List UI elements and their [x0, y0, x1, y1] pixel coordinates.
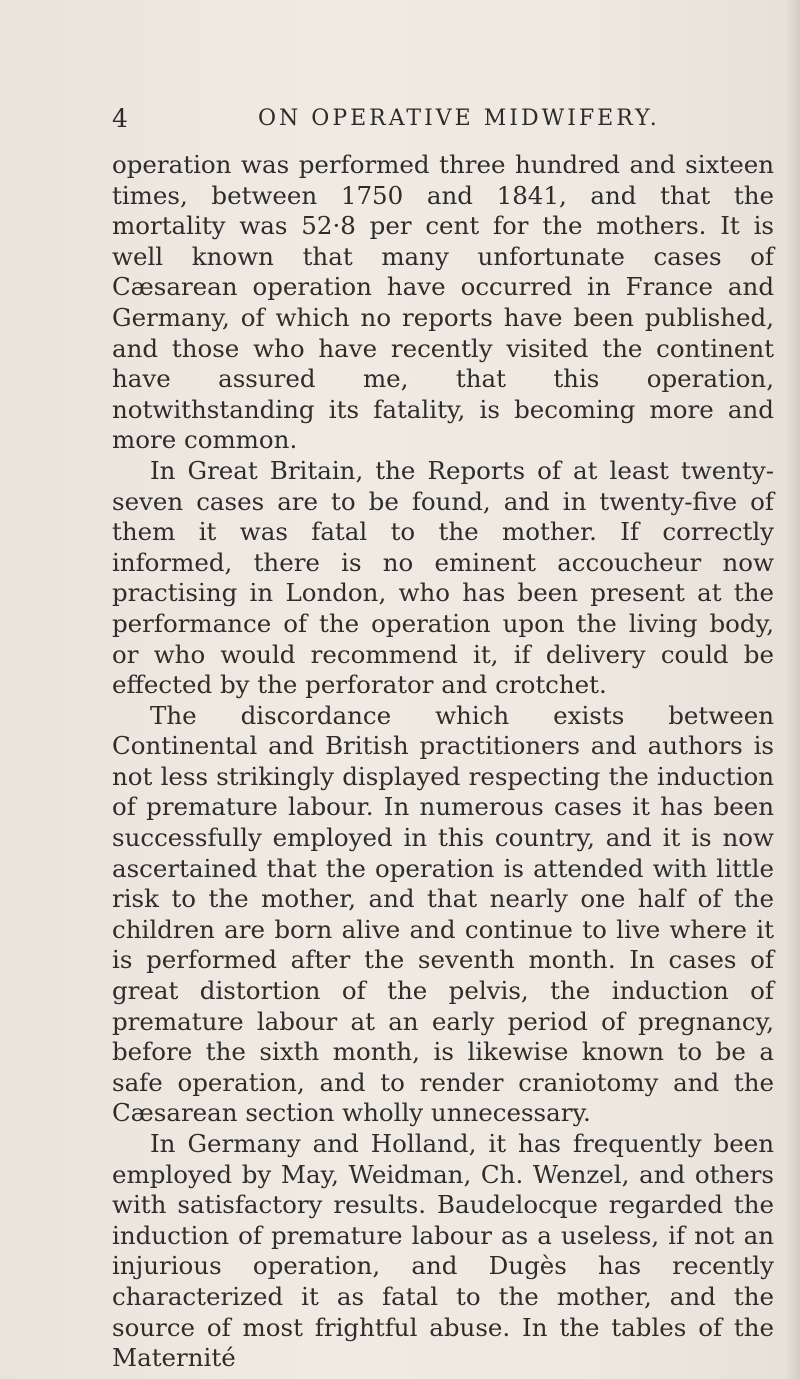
page-number: 4 — [112, 104, 128, 133]
running-title: ON OPERATIVE MIDWIFERY. — [258, 106, 660, 131]
paragraph-4: In Germany and Holland, it has frequently been employed by May, Weidman, Ch. Wenzel, and others with satisfactory results. Baudelocque regarded the induction of premature labour as a useless, if not an injurious operation, and Dugès has recently characterized it as fatal to the mother, and the source of most frightful abuse. In the tables of the Maternité — [112, 1129, 774, 1373]
paragraph-2: In Great Britain, the Reports of at least twenty-seven cases are to be found, and in twenty-five of them it was fatal to the mother. If correctly informed, there is no eminent accoucheur now practising in London, who has been present at the performance of the operation upon the living body, or who would recommend it, if delivery could be effected by the perforator and crotchet. — [112, 455, 774, 700]
paragraph-1: operation was performed three hundred and sixteen times, between 1750 and 1841, and that the mortality was 52·8 per cent for the mothers. It is well known that many unfortunate cases of Cæsarean operation have occurred in France and Germany, of which no reports have been published, and those who have recently visited the continent have assured me, that this operation, notwithstanding its fatality, is becoming more and more common. — [112, 150, 774, 455]
page-header — [112, 104, 772, 140]
body-text — [112, 150, 774, 1374]
page-edge-shadow — [786, 0, 800, 1379]
paragraph-3: The discordance which exists between Continental and British practitioners and authors is not less strikingly displayed respecting the induction of premature labour. In numerous cases it has been successfully employed in this country, and it is now ascertained that the operation is attended with little risk to the mother, and that nearly one half of the children are born alive and continue to live where it is performed after the seventh month. In cases of great distortion of the pelvis, the induction of premature labour at an early period of pregnancy, before the sixth month, is likewise known to be a safe operation, and to render craniotomy and the Cæsarean section wholly unnecessary. — [112, 700, 774, 1128]
